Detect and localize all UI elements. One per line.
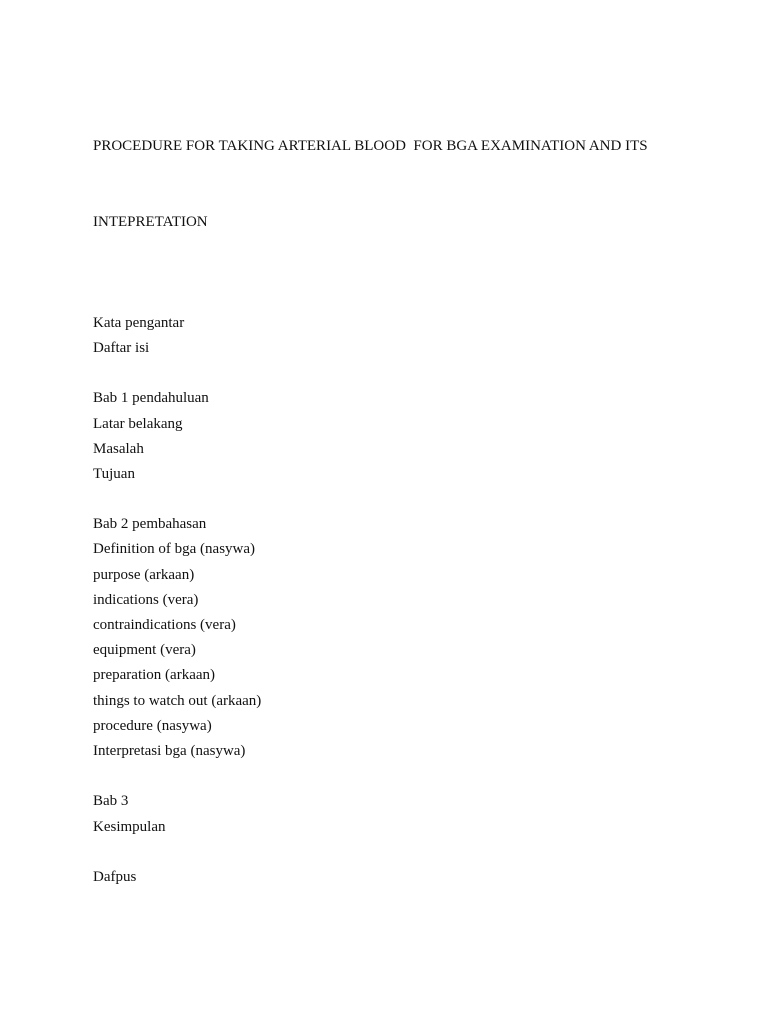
- closing-item: Dafpus: [93, 868, 137, 885]
- spacer: [93, 487, 733, 512]
- document-body: [93, 84, 733, 890]
- bab-3-section: [93, 789, 733, 839]
- list-item: contraindications (vera): [93, 617, 236, 634]
- list-item: Masalah: [93, 440, 144, 457]
- section-heading: Bab 1 pendahuluan: [93, 390, 209, 407]
- list-item: things to watch out (arkaan): [93, 692, 262, 709]
- list-item: purpose (arkaan): [93, 566, 195, 583]
- document-title: [93, 84, 733, 286]
- spacer: [93, 286, 733, 311]
- list-item: equipment (vera): [93, 642, 196, 659]
- list-item: Kesimpulan: [93, 818, 166, 835]
- spacer: [93, 840, 733, 865]
- list-item: Daftar isi: [93, 339, 150, 356]
- bab-2-section: [93, 512, 733, 764]
- list-item: Kata pengantar: [93, 314, 185, 331]
- list-item: Tujuan: [93, 465, 135, 482]
- title-line-1: PROCEDURE FOR TAKING ARTERIAL BLOOD FOR BGA EXAMINATION AND ITS: [93, 138, 648, 155]
- list-item: preparation (arkaan): [93, 667, 216, 684]
- list-item: indications (vera): [93, 591, 199, 608]
- list-item: Definition of bga (nasywa): [93, 541, 256, 558]
- list-item: Latar belakang: [93, 415, 183, 432]
- list-item: Interpretasi bga (nasywa): [93, 742, 246, 759]
- list-item: procedure (nasywa): [93, 717, 212, 734]
- title-line-2: INTEPRETATION: [93, 214, 208, 230]
- bab-1-section: [93, 386, 733, 487]
- spacer: [93, 361, 733, 386]
- section-heading: Bab 2 pembahasan: [93, 516, 207, 533]
- front-matter-list: [93, 311, 733, 361]
- section-heading: Bab 3: [93, 793, 129, 810]
- spacer: [93, 764, 733, 789]
